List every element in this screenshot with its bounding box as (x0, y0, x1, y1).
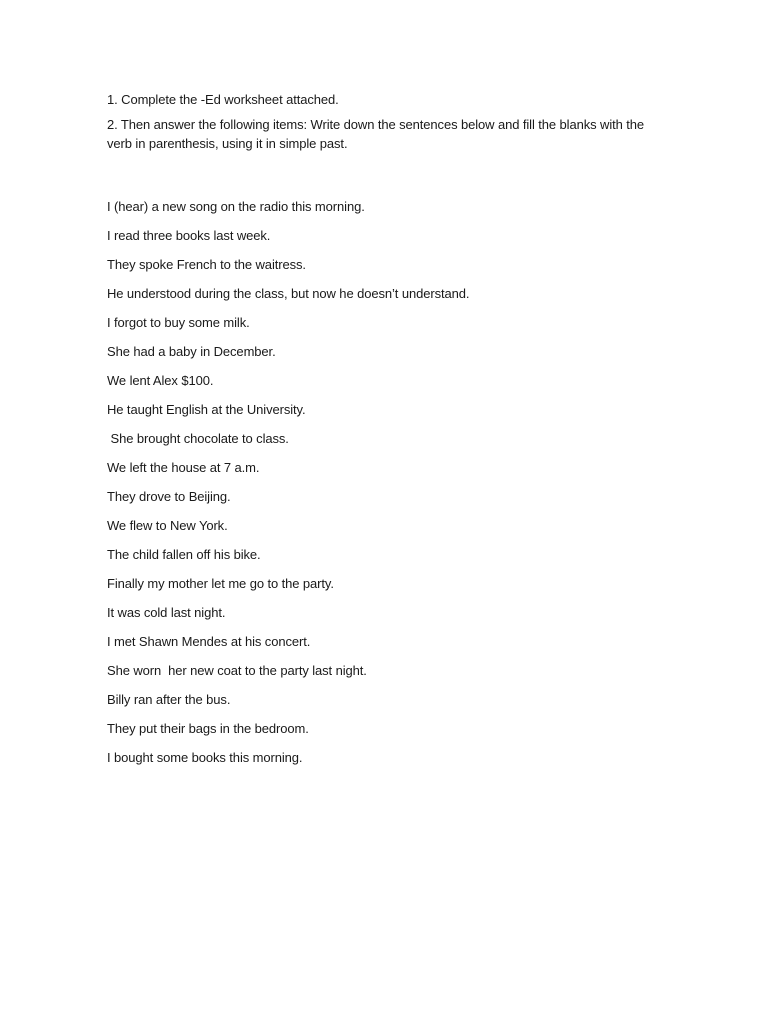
sentence-item: Finally my mother let me go to the party. (107, 576, 334, 591)
sentence-item: She had a baby in December. (107, 344, 276, 359)
sentence-item: I forgot to buy some milk. (107, 315, 250, 330)
sentence-item: I read three books last week. (107, 228, 271, 243)
instruction-item-2: 2. Then answer the following items: Write down the sentences below and fill the blanks with the verb in parenthesis, using it in simple past. (107, 117, 645, 151)
sentence-item: I met Shawn Mendes at his concert. (107, 634, 311, 649)
sentence-item: I bought some books this morning. (107, 750, 303, 765)
sentence-item: It was cold last night. (107, 605, 226, 620)
sentence-item: They drove to Beijing. (107, 489, 231, 504)
sentence-item: We left the house at 7 a.m. (107, 460, 260, 475)
sentence-item: We flew to New York. (107, 518, 228, 533)
sentence-item: I (hear) a new song on the radio this morning. (107, 199, 365, 214)
sentence-item: The child fallen off his bike. (107, 547, 261, 562)
sentence-item: We lent Alex $100. (107, 373, 214, 388)
sentence-item: Billy ran after the bus. (107, 692, 231, 707)
sentence-item: They spoke French to the waitress. (107, 257, 306, 272)
sentence-item: He taught English at the University. (107, 402, 306, 417)
instruction-item-1: 1. Complete the -Ed worksheet attached. (107, 92, 339, 107)
sentence-item: He understood during the class, but now he doesn’t understand. (107, 286, 470, 301)
sentence-item: They put their bags in the bedroom. (107, 721, 309, 736)
sentence-item: She brought chocolate to class. (107, 431, 289, 446)
instructions (107, 90, 667, 159)
sentence-list (107, 197, 667, 777)
sentence-item: She worn her new coat to the party last night. (107, 663, 367, 678)
